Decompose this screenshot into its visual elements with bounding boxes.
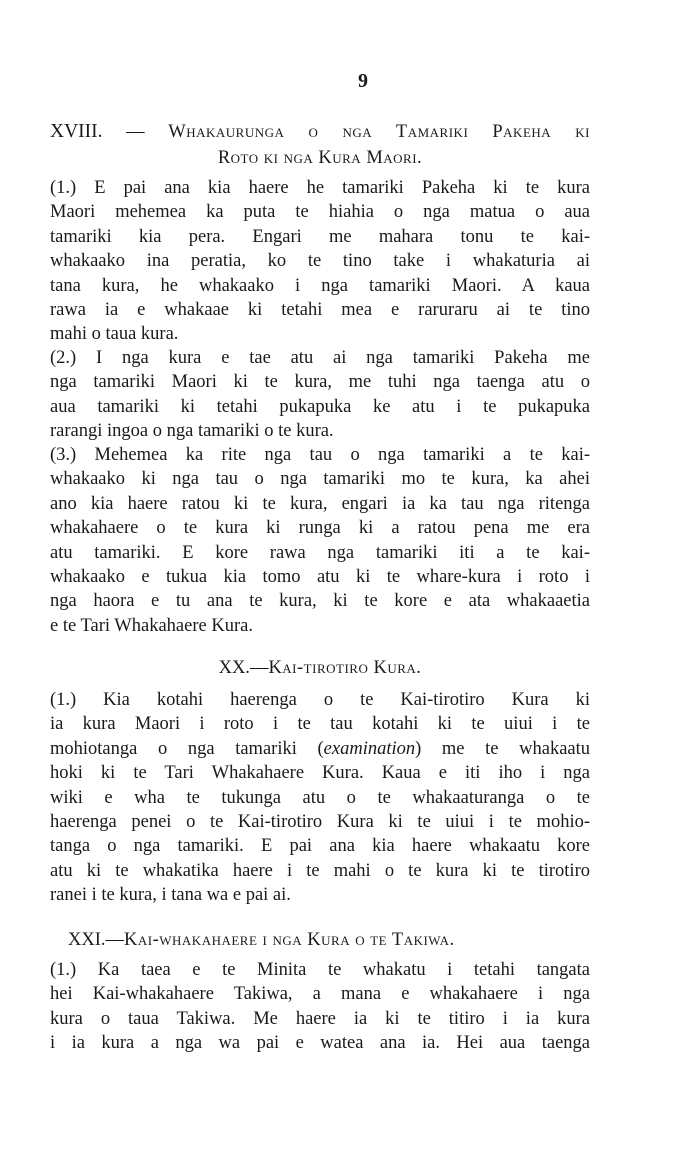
text-line: atu ki te whakatika haere i te mahi o te kura ki te tirotiro [50,860,590,881]
text-line: whakaako ki nga tau o nga tamariki mo te kura, ka ahei [50,469,590,490]
text-line: kura o taua Takiwa. Me haere ia ki te titiro i ia kura [50,1008,590,1029]
text-line: rarangi ingoa o nga tamariki o te kura. [50,421,334,442]
text-line: tana kura, he whakaako i nga tamariki Maori. A kaua [50,275,590,296]
text-line: rawa ia e whakaae ki tetahi mea e raruraru ai te tino [50,299,590,320]
section-xx-heading [50,654,590,682]
heading-dash: — [249,658,269,678]
heading-title-line1: Whakaurunga o nga Tamariki Pakeha ki [168,122,590,142]
text-line: (1.) Ka taea e te Minita te whakatu i tetahi tangata [50,960,590,980]
text-line: e te Tari Whakahaere Kura. [50,615,253,636]
page-number: 9 [358,70,368,92]
text-line: ranei i te kura, i tana wa e pai ai. [50,885,291,906]
text-line: whakaako e tukua kia tomo atu ki te whare-kura i roto i [50,566,590,587]
text-line: i ia kura a nga wa pai e watea ana ia. Hei aua taenga [50,1033,590,1054]
text-line: mahi o taua kura. [50,324,179,345]
text-line: haerenga penei o te Kai-tirotiro Kura ki te uiui i te mohio- [50,811,590,832]
section-number: XVIII. [50,121,103,142]
text-line: tamariki kia pera. Engari me mahara tonu te kai- [50,226,590,247]
paragraph [50,346,590,444]
text-line: ano kia haere ratou ki te kura, engari ia ka tau nga ritenga [50,493,590,514]
heading-dash: — [105,930,125,950]
text-line: whakahaere o te kura ki runga ki a ratou pena me era [50,518,590,539]
section-xviii-heading [50,118,590,146]
text-line: (2.) I nga kura e tae atu ai nga tamariki Pakeha me [50,348,590,368]
text-line: (1.) E pai ana kia haere he tamariki Pakeha ki te kura [50,178,590,198]
text-line: tanga o nga tamariki. E pai ana kia haere whakaatu kore [50,836,590,857]
text-line: ia kura Maori i roto i te tau kotahi ki te uiui i te [50,714,590,735]
text-line: whakaako ina peratia, ko te tino take i whakaturia ai [50,251,590,272]
text-line: atu tamariki. E kore rawa nga tamariki iti a te kai- [50,542,590,563]
text-line: mohiotanga o nga tamariki (examination) me te whakaatu [50,738,591,759]
text-line: aua tamariki ki tetahi pukapuka ke atu i te pukapuka [50,396,590,417]
paragraph [50,443,590,638]
text-line: (1.) Kia kotahi haerenga o te Kai-tirotiro Kura ki [50,690,590,710]
text-line: Maori mehemea ka puta te hiahia o nga matua o aua [50,202,590,223]
heading-title: Kai-whakahaere i nga Kura o te Takiwa. [124,930,455,950]
section-number: XXI. [68,930,106,950]
text-line: nga haora e tu ana te kura, ki te kore e ata whakaaetia [50,591,590,612]
text-line: wiki e wha te tukunga atu o te whakaaturanga o te [50,787,590,808]
text-line: hei Kai-whakahaere Takiwa, a mana e whakahaere i nga [50,984,590,1005]
examination-italic: examination [323,738,416,759]
section-xxi-heading [68,926,590,954]
heading-title: Kai-tirotiro Kura. [268,658,422,678]
paragraph [50,688,590,908]
paragraph [50,176,590,347]
section-xviii-heading-line2: Roto ki nga Kura Maori. [217,148,423,168]
text-line: (3.) Mehemea ka rite nga tau o nga tamariki a te kai- [50,445,590,465]
text-line: nga tamariki Maori ki te kura, me tuhi nga taenga atu o [50,372,590,393]
text-line: hoki ki te Tari Whakahaere Kura. Kaua e iti iho i nga [50,763,590,784]
section-number: XX. [218,658,250,678]
heading-dash: — [102,122,169,142]
paragraph [50,958,590,1056]
